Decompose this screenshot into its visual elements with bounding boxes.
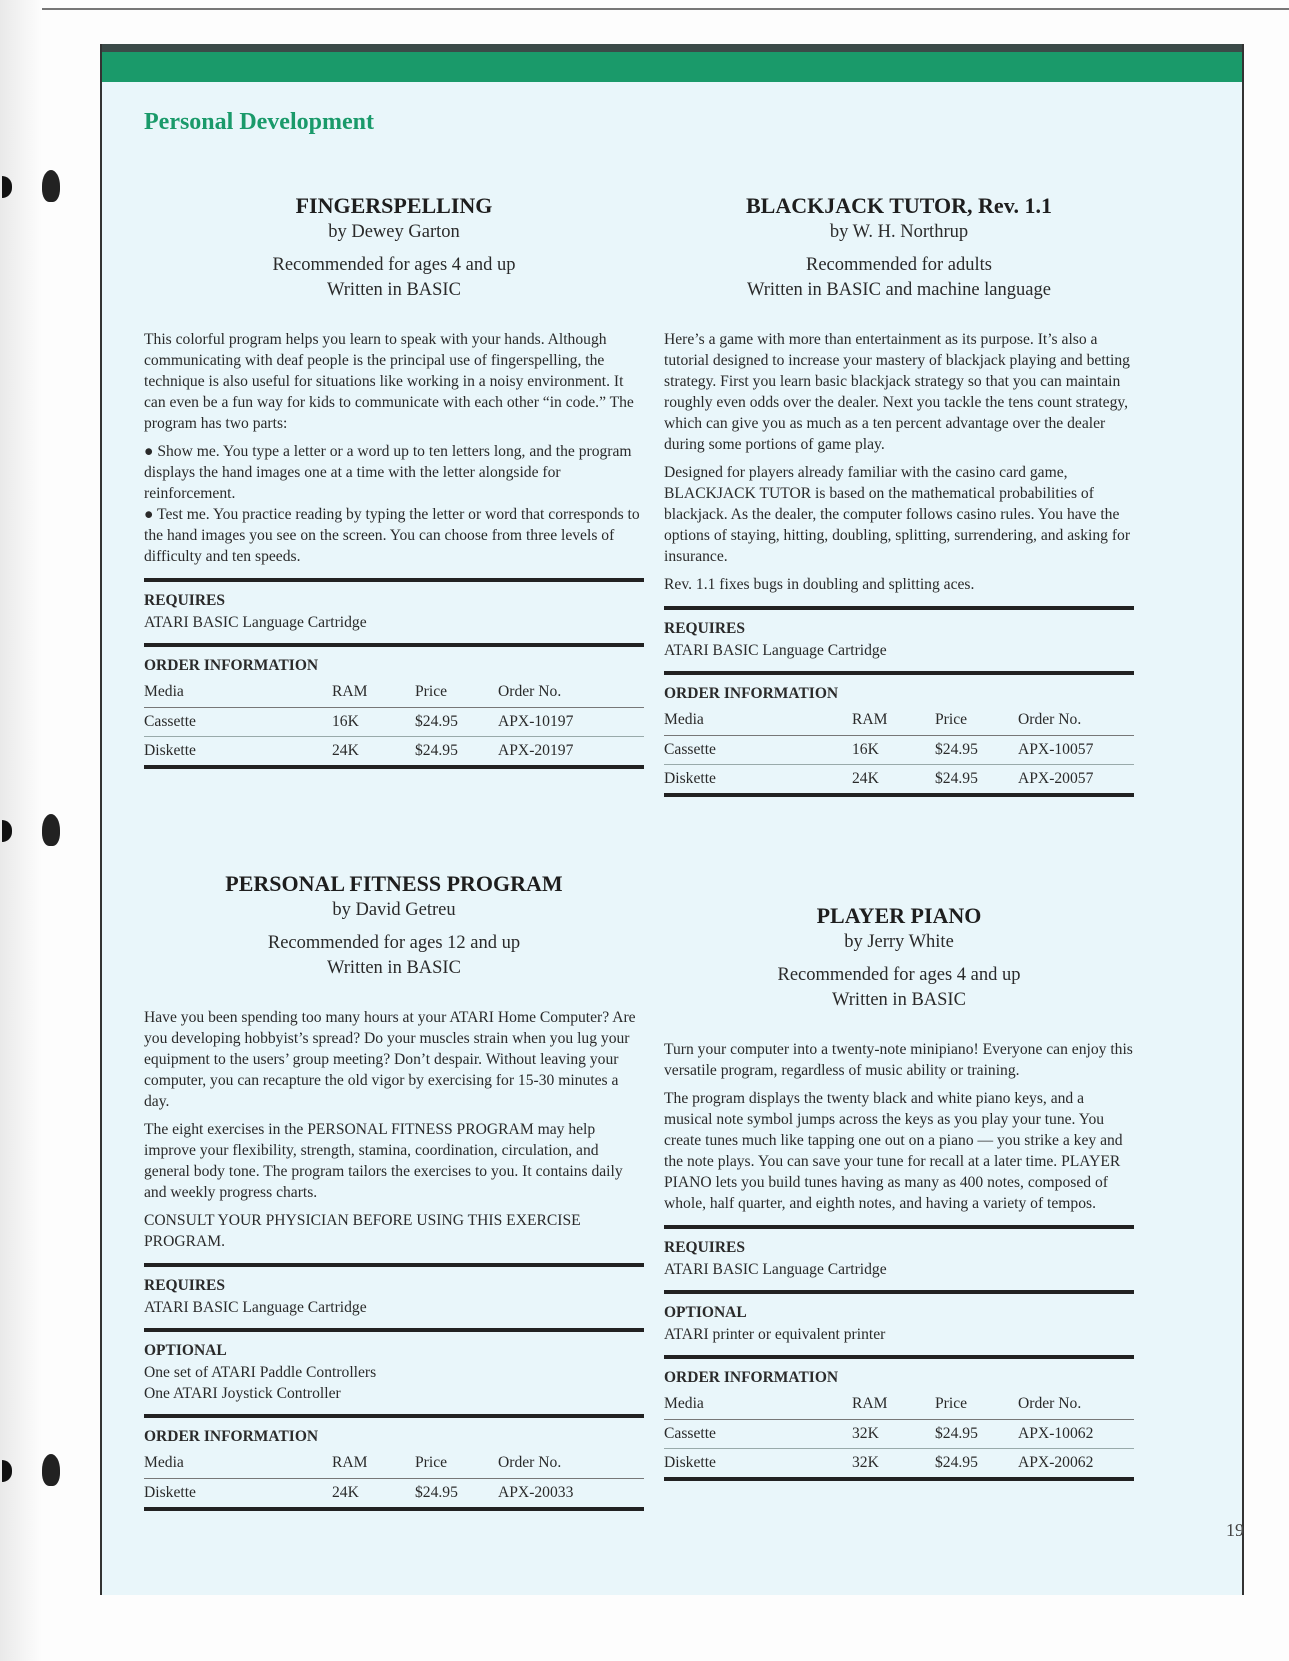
table-row (144, 708, 644, 737)
optional-label: OPTIONAL (144, 1342, 227, 1359)
order-table (664, 1389, 1134, 1477)
cell-ram: 16K (852, 736, 935, 765)
program-title: BLACKJACK TUTOR, Rev. 1.1 (745, 193, 1052, 218)
table-row (664, 1420, 1134, 1449)
table-row (664, 1449, 1134, 1478)
section-rule (664, 1290, 1134, 1294)
program-language: Written in BASIC (832, 990, 966, 1010)
program-language: Written in BASIC (327, 280, 461, 300)
table-row (144, 737, 644, 766)
program-description: The eight exercises in the PERSONAL FITNESS PROGRAM may help improve your flexibility, strength, stamina, coordination, circulation, and general body tone. The program tailors the exercises to you. It contains daily and weekly progress charts. (144, 1121, 623, 1201)
requires-label: REQUIRES (664, 620, 745, 637)
requires-value: ATARI BASIC Language Cartridge (664, 1261, 887, 1278)
table-header-row (664, 705, 1134, 736)
program-description: ● Test me. You practice reading by typing the letter or word that corresponds to the hand images you see on the screen. You can choose from three levels of difficulty and ten speeds. (144, 506, 640, 565)
header-media: Media (664, 705, 852, 736)
table-row (664, 765, 1134, 794)
program-author: by David Getreu (332, 900, 456, 920)
section-rule (144, 1507, 644, 1511)
order-info-label: ORDER INFORMATION (664, 1369, 839, 1386)
cell-price: $24.95 (415, 708, 498, 737)
optional-value: One set of ATARI Paddle Controllers (144, 1364, 377, 1381)
cell-order-no: APX-10197 (498, 708, 644, 737)
header-ram: RAM (852, 1389, 935, 1420)
cell-media: Cassette (664, 736, 852, 765)
binder-hole (2, 812, 28, 850)
banner-top-rule (102, 44, 1242, 52)
requires-label: REQUIRES (664, 1239, 745, 1256)
order-info-label: ORDER INFORMATION (144, 1428, 319, 1445)
header-price: Price (935, 1389, 1018, 1420)
section-rule (144, 643, 644, 647)
order-table (144, 677, 644, 765)
page-number: 19 (1226, 1520, 1244, 1540)
program-player-piano (664, 902, 1134, 1481)
cell-price: $24.95 (415, 742, 458, 759)
program-title: PERSONAL FITNESS PROGRAM (225, 871, 563, 896)
section-rule (144, 1328, 644, 1332)
program-description: ● Show me. You type a letter or a word up to ten letters long, and the program displays the hand images one at a time with the letter alongside for reinforcement. (144, 443, 632, 502)
section-rule (664, 606, 1134, 610)
requires-label: REQUIRES (144, 592, 225, 609)
table-header-row (144, 1448, 644, 1479)
program-ages: Recommended for ages 12 and up (267, 933, 521, 953)
requires-value: ATARI BASIC Language Cartridge (144, 1299, 367, 1316)
cell-media: Cassette (664, 1420, 852, 1449)
table-row (664, 736, 1134, 765)
program-description: The program displays the twenty black and white piano keys, and a musical note symbol jumps across the keys as you play your tune. You create tunes much like tapping one out on a piano — you strike a key and the note plays. You can save your tune for recall at a later time. PLAYER PIANO lets you build tunes having as many as 400 notes, composed of whole, half quarter, and eighth notes, and having a variety of tempos. (664, 1090, 1123, 1212)
program-author: by Dewey Garton (328, 222, 460, 242)
cell-order-no: APX-20057 (1018, 770, 1094, 787)
program-personal-fitness (144, 870, 644, 1511)
program-title: FINGERSPELLING (295, 193, 493, 218)
cell-media: Diskette (664, 1454, 716, 1471)
program-author: by Jerry White (844, 932, 954, 952)
order-info-label: ORDER INFORMATION (144, 657, 319, 674)
program-language: Written in BASIC and machine language (747, 280, 1051, 300)
header-ram: RAM (332, 677, 415, 708)
binder-hole (2, 168, 28, 206)
table-row (144, 1479, 644, 1508)
header-ram: RAM (852, 705, 935, 736)
order-table (144, 1448, 644, 1507)
cell-order-no: APX-10057 (1018, 736, 1134, 765)
cell-price: $24.95 (935, 736, 1018, 765)
header-price: Price (415, 677, 498, 708)
program-author: by W. H. Northrup (829, 222, 969, 242)
section-rule (664, 1477, 1134, 1481)
program-description: Have you been spending too many hours at your ATARI Home Computer? Are you developing hobbyist’s spread? Do your muscles strain when you lug your equipment to the users’ group meeting? Don’t despair. Without leaving your computer, you can recapture the old vigor by exercising for 15-30 minutes a day. (144, 1009, 636, 1110)
program-description: CONSULT YOUR PHYSICIAN BEFORE USING THIS EXERCISE PROGRAM. (144, 1212, 581, 1250)
header-media: Media (664, 1389, 852, 1420)
cell-order-no: APX-20197 (498, 742, 574, 759)
cell-price: $24.95 (935, 1454, 978, 1471)
header-price: Price (935, 705, 1018, 736)
cell-ram: 24K (852, 770, 879, 787)
section-rule (144, 1263, 644, 1267)
section-banner (102, 52, 1242, 82)
program-description: Designed for players already familiar with the casino card game, BLACKJACK TUTOR is based on the mathematical probabilities of blackjack. As the dealer, the computer follows casino rules. You have the options of staying, hitting, doubling, splitting, surrendering, and asking for insurance. (664, 464, 1131, 565)
header-order-no: Order No. (1018, 1389, 1134, 1420)
table-header-row (144, 677, 644, 708)
section-title: Personal Development (144, 109, 374, 135)
cell-ram: 32K (852, 1420, 935, 1449)
requires-value: ATARI BASIC Language Cartridge (664, 642, 887, 659)
cell-order-no: APX-20062 (1018, 1454, 1094, 1471)
cell-ram: 16K (332, 708, 415, 737)
program-ages: Recommended for ages 4 and up (777, 965, 1021, 985)
program-language: Written in BASIC (327, 958, 461, 978)
cell-media: Diskette (144, 1484, 196, 1501)
section-rule (664, 793, 1134, 797)
requires-value: ATARI BASIC Language Cartridge (144, 614, 367, 631)
optional-label: OPTIONAL (664, 1304, 747, 1321)
cell-order-no: APX-20033 (498, 1484, 574, 1501)
section-rule (144, 578, 644, 582)
cell-media: Diskette (144, 742, 196, 759)
program-title: PLAYER PIANO (816, 903, 982, 928)
section-rule (144, 765, 644, 769)
optional-value: ATARI printer or equivalent printer (664, 1326, 886, 1343)
header-price: Price (415, 1448, 498, 1479)
cell-price: $24.95 (415, 1484, 458, 1501)
cell-ram: 32K (852, 1454, 879, 1471)
cell-media: Cassette (144, 708, 332, 737)
table-header-row (664, 1389, 1134, 1420)
program-fingerspelling (144, 192, 644, 769)
program-blackjack-tutor (664, 192, 1134, 797)
header-order-no: Order No. (1018, 705, 1134, 736)
header-media: Media (144, 1448, 332, 1479)
binder-hole (2, 1452, 28, 1490)
header-media: Media (144, 677, 332, 708)
cell-media: Diskette (664, 770, 716, 787)
cell-ram: 24K (332, 1484, 359, 1501)
order-table (664, 705, 1134, 793)
header-order-no: Order No. (498, 677, 644, 708)
program-description: Turn your computer into a twenty-note minipiano! Everyone can enjoy this versatile program, regardless of music ability or training. (664, 1041, 1133, 1079)
section-rule (664, 671, 1134, 675)
cell-ram: 24K (332, 742, 359, 759)
header-ram: RAM (332, 1448, 415, 1479)
program-description: This colorful program helps you learn to speak with your hands. Although communicating with deaf people is the principal use of fingerspelling, the technique is also useful for situations like working in a noisy environment. It can even be a fun way for kids to communicate with each other “in code.” The program has two parts: (144, 331, 634, 432)
catalog-panel (100, 44, 1244, 1595)
optional-value: One ATARI Joystick Controller (144, 1385, 341, 1402)
program-ages: Recommended for adults (806, 255, 992, 275)
order-info-label: ORDER INFORMATION (664, 685, 839, 702)
requires-label: REQUIRES (144, 1277, 225, 1294)
page-top-edge (0, 8, 1289, 10)
header-order-no: Order No. (498, 1448, 644, 1479)
section-rule (144, 1414, 644, 1418)
program-ages: Recommended for ages 4 and up (272, 255, 516, 275)
section-rule (664, 1355, 1134, 1359)
cell-price: $24.95 (935, 1420, 1018, 1449)
cell-order-no: APX-10062 (1018, 1420, 1134, 1449)
program-description: Here’s a game with more than entertainment as its purpose. It’s also a tutorial designed to increase your mastery of blackjack playing and betting strategy. First you learn basic blackjack strategy so that you can maintain roughly even odds over the dealer. Next you tackle the tens count strategy, which can give you as much as a ten percent advantage over the dealer during some portions of game play. (664, 331, 1130, 453)
program-description: Rev. 1.1 fixes bugs in doubling and splitting aces. (664, 576, 975, 593)
section-rule (664, 1225, 1134, 1229)
cell-price: $24.95 (935, 770, 978, 787)
